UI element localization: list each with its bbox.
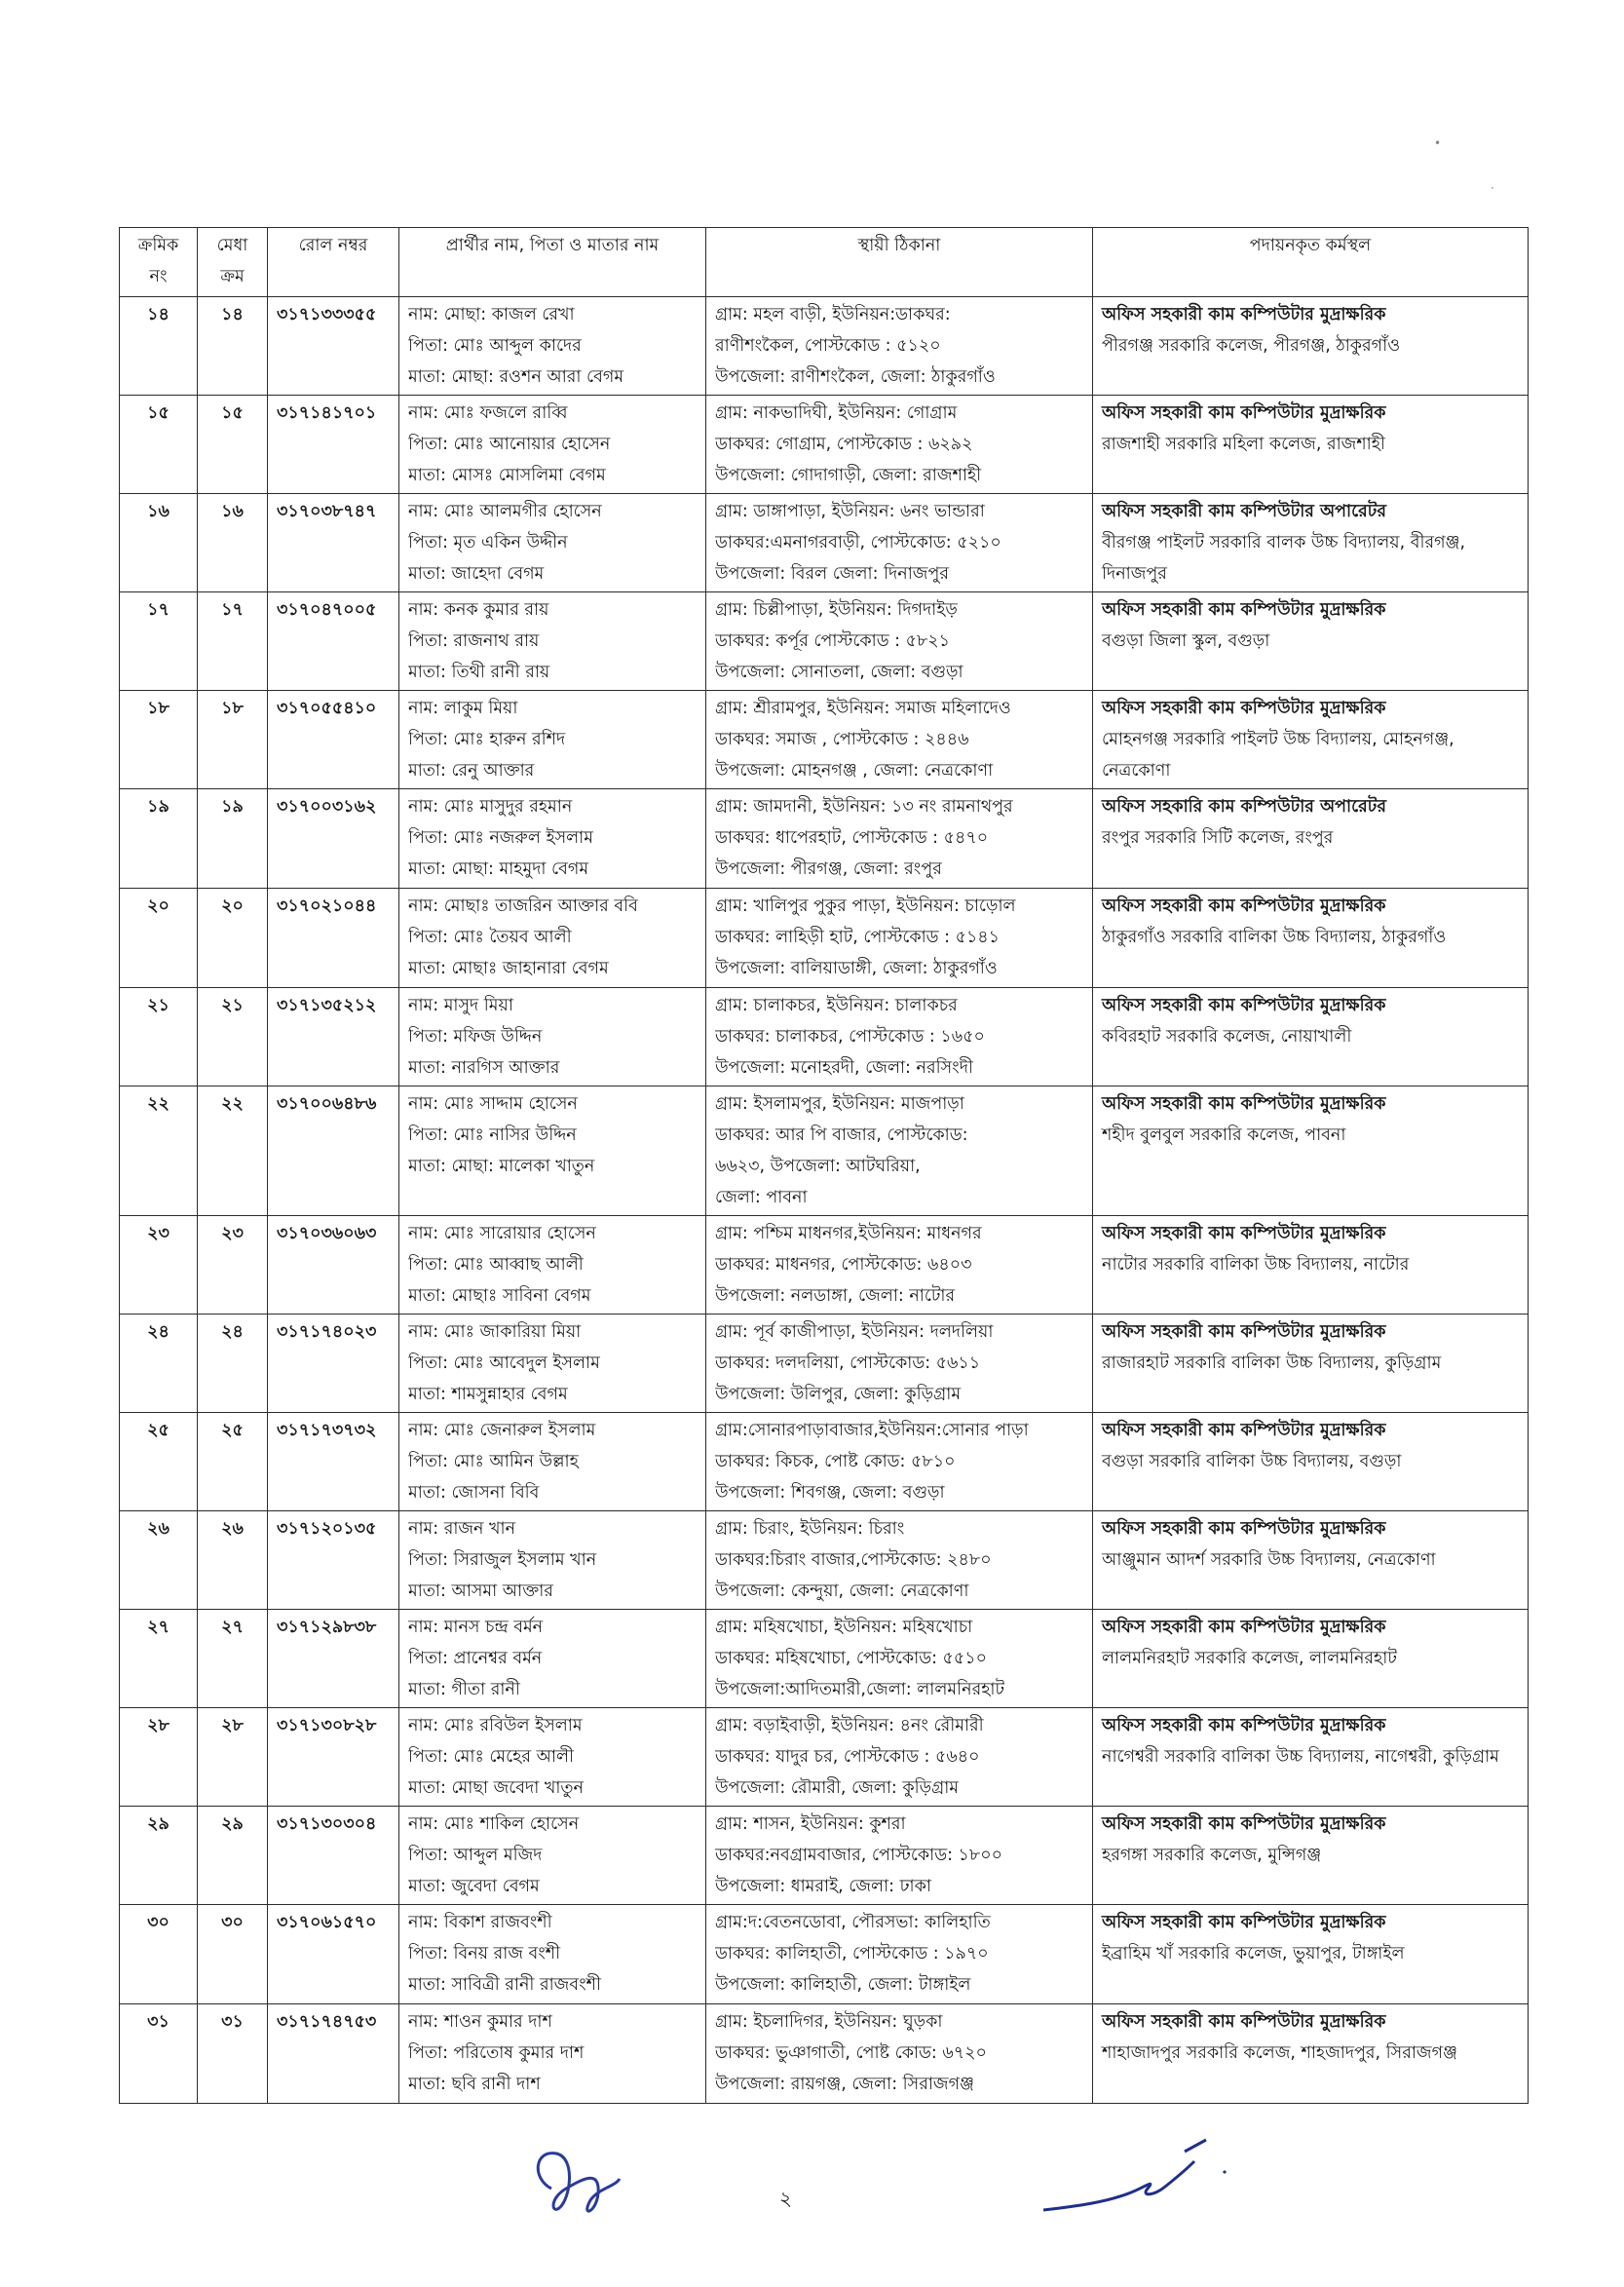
candidate-name: নাম: বিকাশ রাজবংশী — [408, 1913, 552, 1932]
serial-cell: ৩১ — [120, 2004, 198, 2104]
father-name: পিতা: মৃত একিন উদ্দীন — [408, 533, 568, 553]
posting-cell — [1093, 988, 1529, 1086]
address-cell — [706, 1086, 1093, 1216]
merit-cell: ১৮ — [198, 691, 268, 789]
candidate-name: নাম: রাজন খান — [408, 1519, 516, 1539]
address-line: গ্রাম: ইচলাদিগর, ইউনিয়ন: ঘুড়কা — [715, 2012, 943, 2032]
candidate-cell — [399, 2004, 706, 2104]
serial-cell: ২৩ — [120, 1216, 198, 1315]
table-row — [120, 1216, 1529, 1315]
address-line: গ্রাম: পূর্ব কাজীপাড়া, ইউনিয়ন: দলদলিয়া — [715, 1322, 994, 1342]
address-line: ডাকঘর:নবগ্রামবাজার, পোস্টকোড: ১৮০০ — [715, 1846, 1003, 1865]
candidate-name: নাম: মোঃ জাকারিয়া মিয়া — [408, 1322, 582, 1342]
merit-cell: ১৬ — [198, 494, 268, 592]
address-line: গ্রাম: শ্রীরামপুর, ইউনিয়ন: সমাজ মহিলাদেও — [715, 699, 1011, 718]
posting-cell — [1093, 297, 1529, 396]
mother-name: মাতা: মোসঃ মোসলিমা বেগম — [408, 466, 606, 485]
serial-cell: ২৬ — [120, 1511, 198, 1610]
merit-cell: ২৪ — [198, 1315, 268, 1413]
table-row — [120, 1413, 1529, 1511]
father-name: পিতা: মফিজ উদ্দিন — [408, 1027, 543, 1047]
address-line: ডাকঘর: কর্পূর পোস্টকোড : ৫৮২১ — [715, 631, 951, 651]
address-line: উপজেলা: মোহনগঞ্জ , জেলা: নেত্রকোণা — [715, 761, 994, 781]
address-line: ৬৬২৩, উপজেলা: আটঘরিয়া, — [715, 1157, 921, 1176]
serial-cell: ২৪ — [120, 1315, 198, 1413]
merit-cell: ২৩ — [198, 1216, 268, 1315]
roll-number-cell: ৩১৭০৩৮৭৪৭ — [268, 494, 399, 592]
father-name: পিতা: মোঃ হারুন রশিদ — [408, 730, 566, 749]
posting-cell — [1093, 1905, 1529, 2004]
post-title: অফিস সহকারী কাম কম্পিউটার মুদ্রাক্ষরিক — [1102, 1519, 1386, 1539]
address-cell — [706, 1511, 1093, 1610]
serial-cell: ১৬ — [120, 494, 198, 592]
candidate-cell — [399, 1708, 706, 1807]
serial-cell: ২২ — [120, 1086, 198, 1216]
roll-number-cell: ৩১৭১২০১৩৫ — [268, 1511, 399, 1610]
mother-name: মাতা: মোছা: মাহমুদা বেগম — [408, 859, 589, 879]
father-name: পিতা: আব্দুল মজিদ — [408, 1846, 543, 1865]
roll-number-cell: ৩১৭০২১০৪৪ — [268, 889, 399, 988]
address-line: উপজেলা: রায়গঞ্জ, জেলা: সিরাজগঞ্জ — [715, 2075, 975, 2094]
post-title: অফিস সহকারি কাম কম্পিউটার অপারেটর — [1102, 797, 1386, 817]
post-title: অফিস সহকারী কাম কম্পিউটার মুদ্রাক্ষরিক — [1102, 305, 1386, 324]
roll-number-cell: ৩১৭০৪৭০০৫ — [268, 592, 399, 691]
serial-cell: ১৯ — [120, 789, 198, 889]
merit-cell: ১৫ — [198, 396, 268, 494]
posting-cell — [1093, 494, 1529, 592]
table-row — [120, 1610, 1529, 1708]
posting-place: বগুড়া সরকারি বালিকা উচ্চ বিদ্যালয়, বগুড়া — [1102, 1452, 1402, 1471]
signature-right — [1039, 2132, 1263, 2225]
address-line: গ্রাম: মহল বাড়ী, ইউনিয়ন:ডাকঘর: — [715, 305, 951, 324]
father-name: পিতা: মোঃ আব্বাছ আলী — [408, 1255, 584, 1275]
mother-name: মাতা: আসমা আক্তার — [408, 1582, 553, 1601]
post-title: অফিস সহকারী কাম কম্পিউটার মুদ্রাক্ষরিক — [1102, 1224, 1386, 1243]
table-row — [120, 1511, 1529, 1610]
posting-place: লালমনিরহাট সরকারি কলেজ, লালমনিরহাট — [1102, 1649, 1397, 1668]
post-title: অফিস সহকারী কাম কম্পিউটার মুদ্রাক্ষরিক — [1102, 1421, 1386, 1440]
header-posting: পদায়নকৃত কর্মস্থল — [1093, 228, 1529, 297]
father-name: পিতা: মোঃ তৈয়ব আলী — [408, 928, 572, 947]
candidate-name: নাম: মোঃ জেনারুল ইসলাম — [408, 1421, 596, 1440]
mother-name: মাতা: শামসুন্নাহার বেগম — [408, 1385, 568, 1404]
header-merit: মেধা ক্রম — [198, 228, 268, 297]
father-name: পিতা: প্রানেশ্বর বর্মন — [408, 1649, 543, 1668]
address-cell — [706, 2004, 1093, 2104]
mother-name: মাতা: গীতা রানী — [408, 1680, 520, 1699]
address-line: গ্রাম:সোনারপাড়াবাজার,ইউনিয়ন:সোনার পাড়া — [715, 1421, 1029, 1440]
address-cell — [706, 1905, 1093, 2004]
address-line: গ্রাম: চালাকচর, ইউনিয়ন: চালাকচর — [715, 996, 958, 1015]
father-name: পিতা: মোঃ নজরুল ইসলাম — [408, 828, 593, 848]
father-name: পিতা: বিনয় রাজ বংশী — [408, 1944, 561, 1963]
address-line: ডাকঘর: ধাপেরহাট, পোস্টকোড : ৫৪৭০ — [715, 828, 989, 848]
mother-name: মাতা: তিথী রানী রায় — [408, 663, 550, 682]
serial-cell: ২৫ — [120, 1413, 198, 1511]
table-row — [120, 494, 1529, 592]
posting-cell — [1093, 1807, 1529, 1905]
merit-cell: ২০ — [198, 889, 268, 988]
address-line: রাণীশংকৈল, পোস্টকোড : ৫১২০ — [715, 336, 941, 356]
address-line: উপজেলা: নলডাঙ্গা, জেলা: নাটোর — [715, 1286, 956, 1306]
mother-name: মাতা: জুবেদা বেগম — [408, 1877, 540, 1896]
mother-name: মাতা: মোছাঃ জাহানারা বেগম — [408, 959, 609, 978]
father-name: পিতা: মোঃ আনোয়ার হোসেন — [408, 435, 611, 454]
address-line: উপজেলা: গোদাগাড়ী, জেলা: রাজশাহী — [715, 466, 982, 485]
posting-place: কবিরহাট সরকারি কলেজ, নোয়াখালী — [1102, 1027, 1352, 1047]
address-line: গ্রাম:দ:বেতনডোবা, পৌরসভা: কালিহাতি — [715, 1913, 991, 1932]
posting-cell — [1093, 1413, 1529, 1511]
address-line: গ্রাম: জামদানী, ইউনিয়ন: ১৩ নং রামনাথপুর — [715, 797, 1013, 817]
posting-place: নাটোর সরকারি বালিকা উচ্চ বিদ্যালয়, নাটোর — [1102, 1255, 1410, 1275]
merit-cell: ৩০ — [198, 1905, 268, 2004]
address-line: উপজেলা: বিরল জেলা: দিনাজপুর — [715, 564, 949, 584]
address-cell — [706, 789, 1093, 889]
roll-number-cell: ৩১৭১২৯৮৩৮ — [268, 1610, 399, 1708]
post-title: অফিস সহকারী কাম কম্পিউটার অপারেটর — [1102, 502, 1386, 521]
roll-number-cell: ৩১৭০৩৬০৬৩ — [268, 1216, 399, 1315]
father-name: পিতা: মোঃ আব্দুল কাদের — [408, 336, 582, 356]
candidate-name: নাম: মোঃ সাদ্দাম হোসেন — [408, 1094, 578, 1114]
merit-cell: ২২ — [198, 1086, 268, 1216]
address-cell — [706, 494, 1093, 592]
candidate-name: নাম: মানস চন্দ্র বর্মন — [408, 1618, 544, 1637]
candidate-name: নাম: মোঃ সারোয়ার হোসেন — [408, 1224, 596, 1243]
address-line: গ্রাম: চিরাং, ইউনিয়ন: চিরাং — [715, 1519, 905, 1539]
address-line: ডাকঘর: মাধনগর, পোস্টকোড: ৬৪০৩ — [715, 1255, 972, 1275]
table-row — [120, 1708, 1529, 1807]
merit-cell: ২৯ — [198, 1807, 268, 1905]
merit-cell: ২৫ — [198, 1413, 268, 1511]
merit-cell: ২১ — [198, 988, 268, 1086]
candidate-cell — [399, 1807, 706, 1905]
address-cell — [706, 1610, 1093, 1708]
serial-cell: ২৭ — [120, 1610, 198, 1708]
roll-number-cell: ৩১৭১৭৪৭৫৩ — [268, 2004, 399, 2104]
posting-cell — [1093, 889, 1529, 988]
posting-place: বীরগঞ্জ পাইলট সরকারি বালক উচ্চ বিদ্যালয়, বীরগঞ্জ, দিনাজপুর — [1102, 533, 1466, 584]
father-name: পিতা: মোঃ আবেদুল ইসলাম — [408, 1353, 600, 1373]
table-row — [120, 988, 1529, 1086]
post-title: অফিস সহকারী কাম কম্পিউটার মুদ্রাক্ষরিক — [1102, 2012, 1386, 2032]
posting-place: শাহাজাদপুর সরকারি কলেজ, শাহজাদপুর, সিরাজগঞ্জ — [1102, 2043, 1458, 2063]
mother-name: মাতা: জাহেদা বেগম — [408, 564, 545, 584]
posting-cell — [1093, 592, 1529, 691]
address-line: উপজেলা: ধামরাই, জেলা: ঢাকা — [715, 1877, 931, 1896]
address-line: উপজেলা: কালিহাতী, জেলা: টাঙ্গাইল — [715, 1975, 971, 1995]
address-line: উপজেলা: কেন্দুয়া, জেলা: নেত্রকোণা — [715, 1582, 969, 1601]
post-title: অফিস সহকারী কাম কম্পিউটার মুদ্রাক্ষরিক — [1102, 1814, 1386, 1834]
posting-place: রাজারহাট সরকারি বালিকা উচ্চ বিদ্যালয়, কুড়িগ্রাম — [1102, 1353, 1442, 1373]
candidate-cell — [399, 889, 706, 988]
candidate-name: নাম: মাসুদ মিয়া — [408, 996, 513, 1015]
posting-cell — [1093, 1315, 1529, 1413]
roll-number-cell: ৩১৭০০৩১৬২ — [268, 789, 399, 889]
candidate-cell — [399, 1905, 706, 2004]
header-roll: রোল নম্বর — [268, 228, 399, 297]
address-line: ডাকঘর: যাদুর চর, পোস্টকোড : ৫৬৪০ — [715, 1747, 980, 1767]
candidate-name: নাম: মোঃ রবিউল ইসলাম — [408, 1716, 583, 1735]
address-line: ডাকঘর: সমাজ , পোস্টকোড : ২৪৪৬ — [715, 730, 969, 749]
mother-name: মাতা: মোছা: রওশন আরা বেগম — [408, 367, 624, 387]
address-line: ডাকঘর: লাহিড়ী হাট, পোস্টকোড : ৫১৪১ — [715, 928, 1001, 947]
table-row — [120, 1807, 1529, 1905]
posting-cell — [1093, 2004, 1529, 2104]
candidate-name: নাম: মোঃ আলমগীর হোসেন — [408, 502, 602, 521]
post-title: অফিস সহকারী কাম কম্পিউটার মুদ্রাক্ষরিক — [1102, 1322, 1386, 1342]
scan-speck: • — [1434, 136, 1442, 150]
posting-place: ঠাকুরগাঁও সরকারি বালিকা উচ্চ বিদ্যালয়, ঠাকুরগাঁও — [1102, 928, 1447, 947]
table-body — [120, 297, 1529, 2104]
table-row — [120, 297, 1529, 396]
post-title: অফিস সহকারী কাম কম্পিউটার মুদ্রাক্ষরিক — [1102, 996, 1386, 1015]
mother-name: মাতা: সাবিত্রী রানী রাজবংশী — [408, 1975, 601, 1995]
address-cell — [706, 1807, 1093, 1905]
roll-number-cell: ৩১৭১৭৪০২৩ — [268, 1315, 399, 1413]
posting-cell — [1093, 1708, 1529, 1807]
address-line: গ্রাম: মহিষখোচা, ইউনিয়ন: মহিষখোচা — [715, 1618, 973, 1637]
roll-number-cell: ৩১৭১৩০৩০৪ — [268, 1807, 399, 1905]
table-row — [120, 691, 1529, 789]
table-row — [120, 1315, 1529, 1413]
candidate-cell — [399, 396, 706, 494]
candidate-name: নাম: মোঃ ফজলে রাব্বি — [408, 403, 568, 423]
posting-place: হরগঙ্গা সরকারি কলেজ, মুন্সিগঞ্জ — [1102, 1846, 1322, 1865]
address-line: উপজেলা: রাণীশংকৈল, জেলা: ঠাকুরগাঁও — [715, 367, 996, 387]
address-line: ডাকঘর: ভুঞাগাতী, পোষ্ট কোড: ৬৭২০ — [715, 2043, 987, 2063]
address-line: উপজেলা:আদিতমারী,জেলা: লালমনিরহাট — [715, 1680, 1005, 1699]
roll-number-cell: ৩১৭০৫৫৪১০ — [268, 691, 399, 789]
address-cell — [706, 988, 1093, 1086]
posting-place: শহীদ বুলবুল সরকারি কলেজ, পাবনা — [1102, 1125, 1346, 1145]
address-line: উপজেলা: বালিয়াডাঙ্গী, জেলা: ঠাকুরগাঁও — [715, 959, 998, 978]
roll-number-cell: ৩১৭১৩৫২১২ — [268, 988, 399, 1086]
posting-place: নাগেশ্বরী সরকারি বালিকা উচ্চ বিদ্যালয়, নাগেশ্বরী, কুড়িগ্রাম — [1102, 1747, 1499, 1767]
table-row — [120, 2004, 1529, 2104]
posting-place: ইব্রাহিম খাঁ সরকারি কলেজ, ভুয়াপুর, টাঙ্গাইল — [1102, 1944, 1405, 1963]
address-line: গ্রাম: খালিপুর পুকুর পাড়া, ইউনিয়ন: চাড়োল — [715, 896, 1016, 916]
table-row — [120, 789, 1529, 889]
roll-number-cell: ৩১৭০৬১৫৭০ — [268, 1905, 399, 2004]
post-title: অফিস সহকারী কাম কম্পিউটার মুদ্রাক্ষরিক — [1102, 1094, 1386, 1114]
candidate-cell — [399, 1315, 706, 1413]
address-cell — [706, 889, 1093, 988]
address-cell — [706, 297, 1093, 396]
header-serial: ক্রমিক নং — [120, 228, 198, 297]
address-cell — [706, 1315, 1093, 1413]
address-line: গ্রাম: শাসন, ইউনিয়ন: কুশরা — [715, 1814, 906, 1834]
post-title: অফিস সহকারী কাম কম্পিউটার মুদ্রাক্ষরিক — [1102, 1913, 1386, 1932]
table-row — [120, 889, 1529, 988]
address-line: গ্রাম: পশ্চিম মাধনগর,ইউনিয়ন: মাধনগর — [715, 1224, 982, 1243]
mother-name: মাতা: জোসনা বিবি — [408, 1483, 540, 1503]
posting-cell — [1093, 1216, 1529, 1315]
post-title: অফিস সহকারী কাম কম্পিউটার মুদ্রাক্ষরিক — [1102, 699, 1386, 718]
candidate-cell — [399, 1216, 706, 1315]
serial-cell: ১৪ — [120, 297, 198, 396]
candidate-cell — [399, 1511, 706, 1610]
signature-left — [522, 2140, 649, 2232]
merit-cell: ১৪ — [198, 297, 268, 396]
candidate-name: নাম: লাকুম মিয়া — [408, 699, 518, 718]
mother-name: মাতা: নারগিস আক্তার — [408, 1058, 560, 1078]
scan-speck: · — [1491, 181, 1494, 195]
merit-cell: ২৮ — [198, 1708, 268, 1807]
address-line: জেলা: পাবনা — [715, 1188, 808, 1207]
appointment-table — [119, 227, 1529, 2104]
post-title: অফিস সহকারী কাম কম্পিউটার মুদ্রাক্ষরিক — [1102, 896, 1386, 916]
posting-cell — [1093, 1086, 1529, 1216]
merit-cell: ১৯ — [198, 789, 268, 889]
address-cell — [706, 691, 1093, 789]
father-name: পিতা: রাজনাথ রায় — [408, 631, 540, 651]
address-cell — [706, 1216, 1093, 1315]
candidate-name: নাম: মোছাঃ তাজরিন আক্তার ববি — [408, 896, 638, 916]
table-row — [120, 1086, 1529, 1216]
merit-cell: ৩১ — [198, 2004, 268, 2104]
roll-number-cell: ৩১৭০০৬৪৮৬ — [268, 1086, 399, 1216]
header-address: স্থায়ী ঠিকানা — [706, 228, 1093, 297]
serial-cell: ৩০ — [120, 1905, 198, 2004]
candidate-name: নাম: মোছা: কাজল রেখা — [408, 305, 575, 324]
serial-cell: ২১ — [120, 988, 198, 1086]
address-line: ডাকঘর: কালিহাতী, পোস্টকোড : ১৯৭০ — [715, 1944, 989, 1963]
candidate-cell — [399, 1610, 706, 1708]
merit-cell: ২৭ — [198, 1610, 268, 1708]
address-cell — [706, 1413, 1093, 1511]
candidate-cell — [399, 494, 706, 592]
father-name: পিতা: মোঃ নাসির উদ্দিন — [408, 1125, 577, 1145]
address-line: গ্রাম: চিল্লীপাড়া, ইউনিয়ন: দিগদাইড় — [715, 600, 958, 620]
merit-cell: ১৭ — [198, 592, 268, 691]
mother-name: মাতা: মোছা জবেদা খাতুন — [408, 1778, 584, 1798]
table-row — [120, 396, 1529, 494]
table-row — [120, 1905, 1529, 2004]
serial-cell: ২৮ — [120, 1708, 198, 1807]
address-line: উপজেলা: পীরগঞ্জ, জেলা: রংপুর — [715, 859, 942, 879]
serial-cell: ১৭ — [120, 592, 198, 691]
address-line: ডাকঘর: মহিষখোচা, পোস্টকোড: ৫৫১০ — [715, 1649, 987, 1668]
posting-cell — [1093, 1610, 1529, 1708]
serial-cell: ১৮ — [120, 691, 198, 789]
candidate-cell — [399, 988, 706, 1086]
posting-place: মোহনগঞ্জ সরকারি পাইলট উচ্চ বিদ্যালয়, মোহনগঞ্জ, নেত্রকোণা — [1102, 730, 1454, 781]
table-header-row — [120, 228, 1529, 297]
address-line: গ্রাম: নাকভাদিঘী, ইউনিয়ন: গোগ্রাম — [715, 403, 958, 423]
candidate-cell — [399, 297, 706, 396]
merit-cell: ২৬ — [198, 1511, 268, 1610]
address-line: উপজেলা: শিবগঞ্জ, জেলা: বগুড়া — [715, 1483, 945, 1503]
posting-place: বগুড়া জিলা স্কুল, বগুড়া — [1102, 631, 1270, 651]
table-row — [120, 592, 1529, 691]
address-line: গ্রাম: বড়াইবাড়ী, ইউনিয়ন: ৪নং রৌমারী — [715, 1716, 984, 1735]
address-line: উপজেলা: সোনাতলা, জেলা: বগুড়া — [715, 663, 963, 682]
address-line: উপজেলা: মনোহরদী, জেলা: নরসিংদী — [715, 1058, 973, 1078]
father-name: পিতা: মোঃ আমিন উল্লাহ — [408, 1452, 579, 1471]
mother-name: মাতা: মোছাঃ সাবিনা বেগম — [408, 1286, 591, 1306]
mother-name: মাতা: ছবি রানী দাশ — [408, 2075, 541, 2094]
post-title: অফিস সহকারী কাম কম্পিউটার মুদ্রাক্ষরিক — [1102, 600, 1386, 620]
address-cell — [706, 396, 1093, 494]
address-line: উপজেলা: রৌমারী, জেলা: কুড়িগ্রাম — [715, 1778, 960, 1798]
posting-cell — [1093, 1511, 1529, 1610]
mother-name: মাতা: মোছা: মালেকা খাতুন — [408, 1157, 595, 1176]
address-line: ডাকঘর: গোগ্রাম, পোস্টকোড : ৬২৯২ — [715, 435, 973, 454]
roll-number-cell: ৩১৭১৪১৭০১ — [268, 396, 399, 494]
address-line: উপজেলা: উলিপুর, জেলা: কুড়িগ্রাম — [715, 1385, 962, 1404]
serial-cell: ২৯ — [120, 1807, 198, 1905]
posting-cell — [1093, 789, 1529, 889]
candidate-cell — [399, 789, 706, 889]
serial-cell: ২০ — [120, 889, 198, 988]
roll-number-cell: ৩১৭১৩৩৩৫৫ — [268, 297, 399, 396]
address-line: গ্রাম: ডাঙ্গাপাড়া, ইউনিয়ন: ৬নং ভান্ডারা — [715, 502, 985, 521]
address-line: ডাকঘর:চিরাং বাজার,পোস্টকোড: ২৪৮০ — [715, 1550, 992, 1570]
candidate-name: নাম: কনক কুমার রায় — [408, 600, 549, 620]
post-title: অফিস সহকারী কাম কম্পিউটার মুদ্রাক্ষরিক — [1102, 403, 1386, 423]
posting-cell — [1093, 691, 1529, 789]
header-candidate: প্রার্থীর নাম, পিতা ও মাতার নাম — [399, 228, 706, 297]
posting-place: আঞ্জুমান আদর্শ সরকারি উচ্চ বিদ্যালয়, নেত্রকোণা — [1102, 1550, 1436, 1570]
address-line: গ্রাম: ইসলামপুর, ইউনিয়ন: মাজপাড়া — [715, 1094, 964, 1114]
candidate-cell — [399, 1413, 706, 1511]
candidate-name: নাম: শাওন কুমার দাশ — [408, 2012, 552, 2032]
post-title: অফিস সহকারী কাম কম্পিউটার মুদ্রাক্ষরিক — [1102, 1618, 1386, 1637]
candidate-name: নাম: মোঃ শাকিল হোসেন — [408, 1814, 580, 1834]
candidate-cell — [399, 592, 706, 691]
posting-place: পীরগঞ্জ সরকারি কলেজ, পীরগঞ্জ, ঠাকুরগাঁও — [1102, 336, 1401, 356]
address-line: ডাকঘর:এমনাগরবাড়ী, পোস্টকোড: ৫২১০ — [715, 533, 1001, 553]
posting-cell — [1093, 396, 1529, 494]
roll-number-cell: ৩১৭১৩০৮২৮ — [268, 1708, 399, 1807]
address-cell — [706, 1708, 1093, 1807]
page-number: ২ — [779, 2187, 793, 2210]
roll-number-cell: ৩১৭১৭৩৭৩২ — [268, 1413, 399, 1511]
address-cell — [706, 592, 1093, 691]
address-line: ডাকঘর: কিচক, পোষ্ট কোড: ৫৮১০ — [715, 1452, 956, 1471]
posting-place: রংপুর সরকারি সিটি কলেজ, রংপুর — [1102, 828, 1334, 848]
father-name: পিতা: মোঃ মেহের আলী — [408, 1747, 575, 1767]
post-title: অফিস সহকারী কাম কম্পিউটার মুদ্রাক্ষরিক — [1102, 1716, 1386, 1735]
address-line: ডাকঘর: আর পি বাজার, পোস্টকোড: — [715, 1125, 968, 1145]
candidate-name: নাম: মোঃ মাসুদুর রহমান — [408, 797, 573, 817]
mother-name: মাতা: রেনু আক্তার — [408, 761, 535, 781]
father-name: পিতা: সিরাজুল ইসলাম খান — [408, 1550, 597, 1570]
address-line: ডাকঘর: চালাকচর, পোস্টকোড : ১৬৫০ — [715, 1027, 985, 1047]
serial-cell: ১৫ — [120, 396, 198, 494]
address-line: ডাকঘর: দলদলিয়া, পোস্টকোড: ৫৬১১ — [715, 1353, 981, 1373]
father-name: পিতা: পরিতোষ কুমার দাশ — [408, 2043, 585, 2063]
candidate-cell — [399, 691, 706, 789]
candidate-cell — [399, 1086, 706, 1216]
posting-place: রাজশাহী সরকারি মহিলা কলেজ, রাজশাহী — [1102, 435, 1385, 454]
